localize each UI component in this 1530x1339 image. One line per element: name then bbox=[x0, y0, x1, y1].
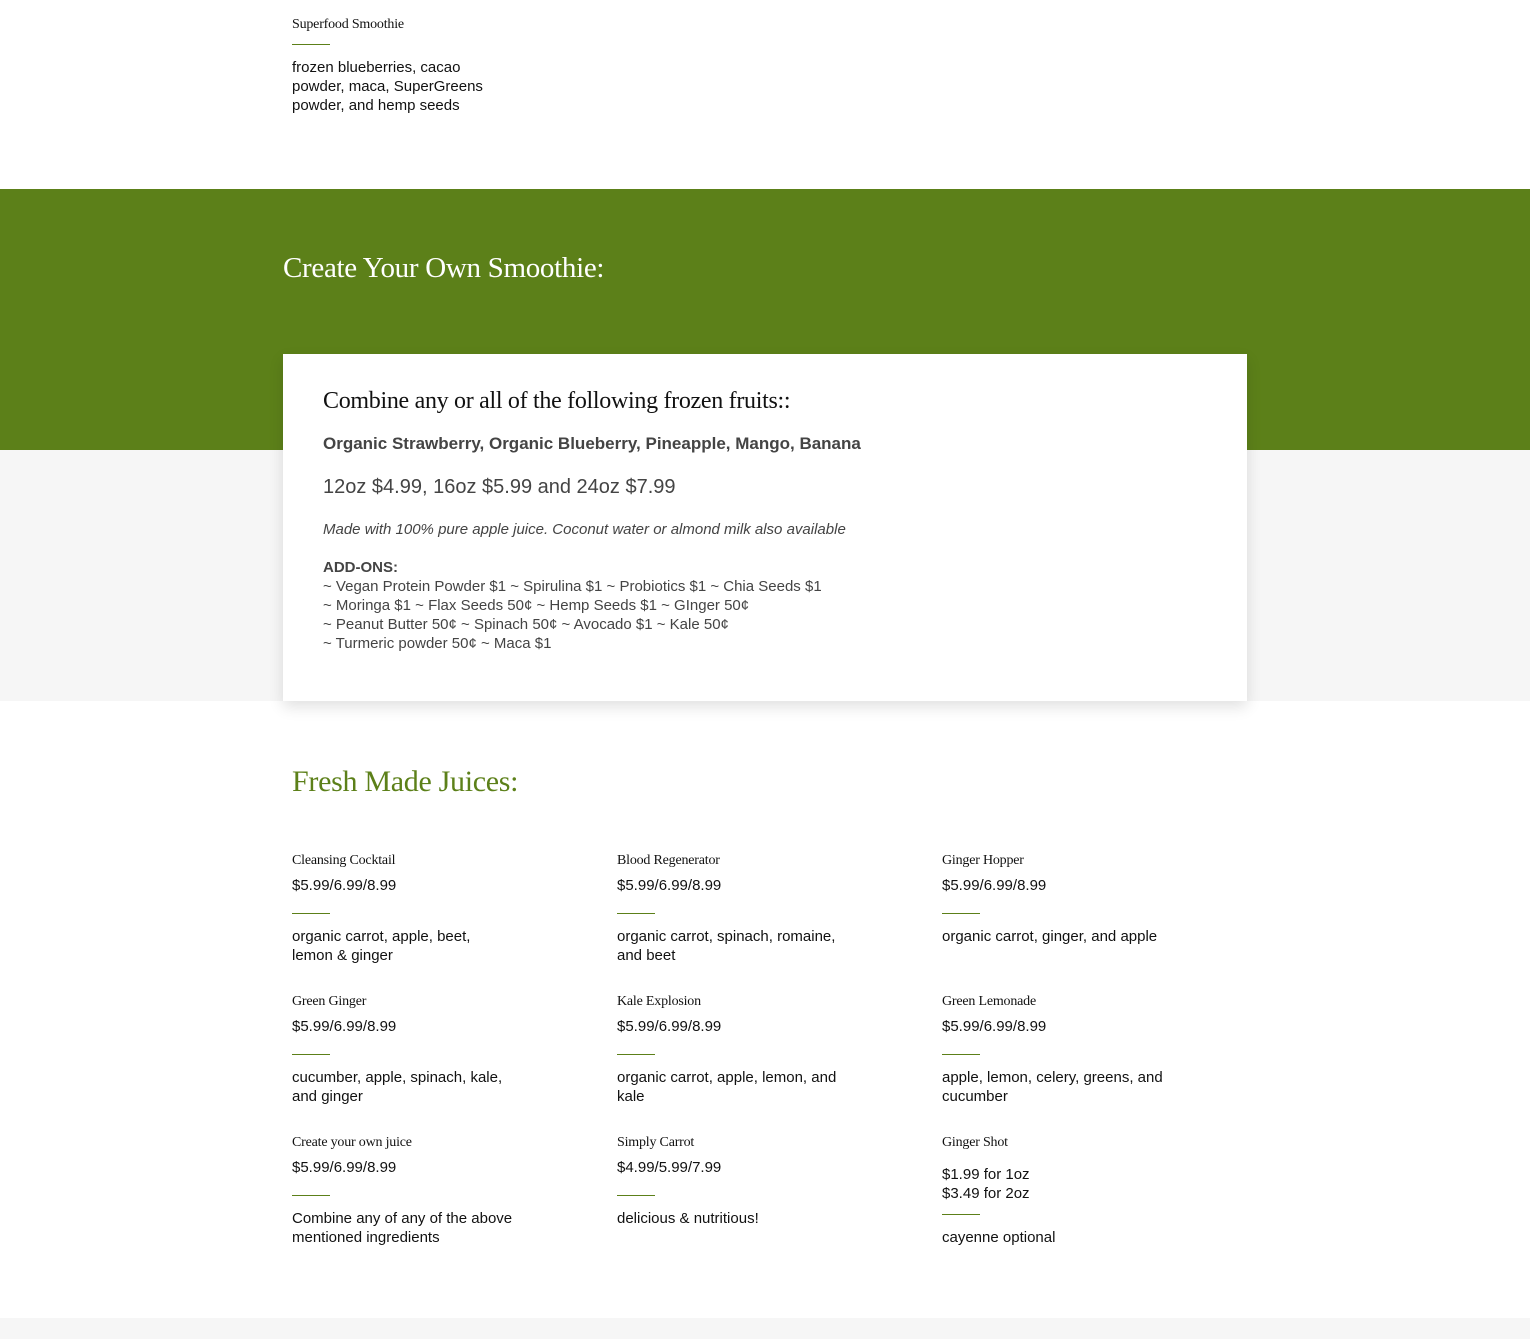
item-price: $5.99/6.99/8.99 bbox=[292, 877, 397, 894]
item-description: organic carrot, apple, beet, lemon & ginger bbox=[292, 928, 471, 964]
item-price: $1.99 for 1oz $3.49 for 2oz bbox=[942, 1166, 1030, 1202]
addons-line: ~ Moringa $1 ~ Flax Seeds 50¢ ~ Hemp Seeds $1 ~ GInger 50¢ bbox=[323, 597, 750, 614]
item-title: Superfood Smoothie bbox=[292, 17, 404, 32]
addons-line: ~ Vegan Protein Powder $1 ~ Spirulina $1 ~ Probiotics $1 ~ Chia Seeds $1 bbox=[323, 578, 822, 595]
item-divider bbox=[942, 1214, 980, 1215]
addons-label: ADD-ONS: bbox=[323, 559, 398, 576]
size-prices: 12oz $4.99, 16oz $5.99 and 24oz $7.99 bbox=[323, 476, 676, 498]
item-title: Ginger Hopper bbox=[942, 853, 1024, 868]
item-description: delicious & nutritious! bbox=[617, 1210, 759, 1227]
superfood-section bbox=[0, 0, 1530, 189]
item-divider bbox=[617, 913, 655, 914]
footer-band bbox=[0, 1318, 1530, 1339]
item-description: frozen blueberries, cacao powder, maca, SuperGreens powder, and hemp seeds bbox=[292, 59, 483, 114]
item-description: Combine any of any of the above mentioned ingredients bbox=[292, 1210, 513, 1246]
item-description: organic carrot, spinach, romaine, and beet bbox=[617, 928, 836, 964]
combine-heading: Combine any or all of the following frozen fruits:: bbox=[323, 388, 791, 414]
addons-line: ~ Peanut Butter 50¢ ~ Spinach 50¢ ~ Avocado $1 ~ Kale 50¢ bbox=[323, 616, 729, 633]
fruit-list: Organic Strawberry, Organic Blueberry, Pineapple, Mango, Banana bbox=[323, 434, 861, 453]
juices-heading: Fresh Made Juices: bbox=[292, 765, 519, 798]
addons-block bbox=[323, 558, 822, 653]
item-price: $4.99/5.99/7.99 bbox=[617, 1159, 722, 1176]
item-divider bbox=[942, 913, 980, 914]
create-your-own-card bbox=[283, 354, 1247, 701]
create-your-own-heading: Create Your Own Smoothie: bbox=[283, 252, 605, 284]
item-divider bbox=[617, 1195, 655, 1196]
item-title: Cleansing Cocktail bbox=[292, 853, 396, 868]
item-divider bbox=[292, 913, 330, 914]
menu-item-superfood-smoothie bbox=[292, 17, 532, 115]
item-price: $5.99/6.99/8.99 bbox=[942, 877, 1047, 894]
item-price: $5.99/6.99/8.99 bbox=[617, 1018, 722, 1035]
item-divider bbox=[617, 1054, 655, 1055]
item-description: cayenne optional bbox=[942, 1229, 1056, 1246]
item-description: apple, lemon, celery, greens, and cucumber bbox=[942, 1069, 1163, 1105]
item-divider bbox=[292, 1195, 330, 1196]
item-price: $5.99/6.99/8.99 bbox=[942, 1018, 1047, 1035]
item-description: organic carrot, apple, lemon, and kale bbox=[617, 1069, 837, 1105]
item-price: $5.99/6.99/8.99 bbox=[292, 1018, 397, 1035]
item-divider bbox=[292, 1054, 330, 1055]
item-price: $5.99/6.99/8.99 bbox=[617, 877, 722, 894]
item-divider bbox=[292, 44, 330, 45]
item-title: Kale Explosion bbox=[617, 994, 701, 1009]
item-title: Ginger Shot bbox=[942, 1135, 1008, 1150]
item-title: Blood Regenerator bbox=[617, 853, 720, 868]
item-title: Create your own juice bbox=[292, 1135, 412, 1150]
item-divider bbox=[942, 1054, 980, 1055]
item-title: Green Ginger bbox=[292, 994, 367, 1009]
base-note: Made with 100% pure apple juice. Coconut water or almond milk also available bbox=[323, 521, 846, 538]
item-price: $5.99/6.99/8.99 bbox=[292, 1159, 397, 1176]
item-title: Simply Carrot bbox=[617, 1135, 695, 1150]
item-description: cucumber, apple, spinach, kale, and ginger bbox=[292, 1069, 503, 1105]
addons-line: ~ Turmeric powder 50¢ ~ Maca $1 bbox=[323, 635, 552, 652]
item-description: organic carrot, ginger, and apple bbox=[942, 928, 1158, 945]
item-title: Green Lemonade bbox=[942, 994, 1036, 1009]
